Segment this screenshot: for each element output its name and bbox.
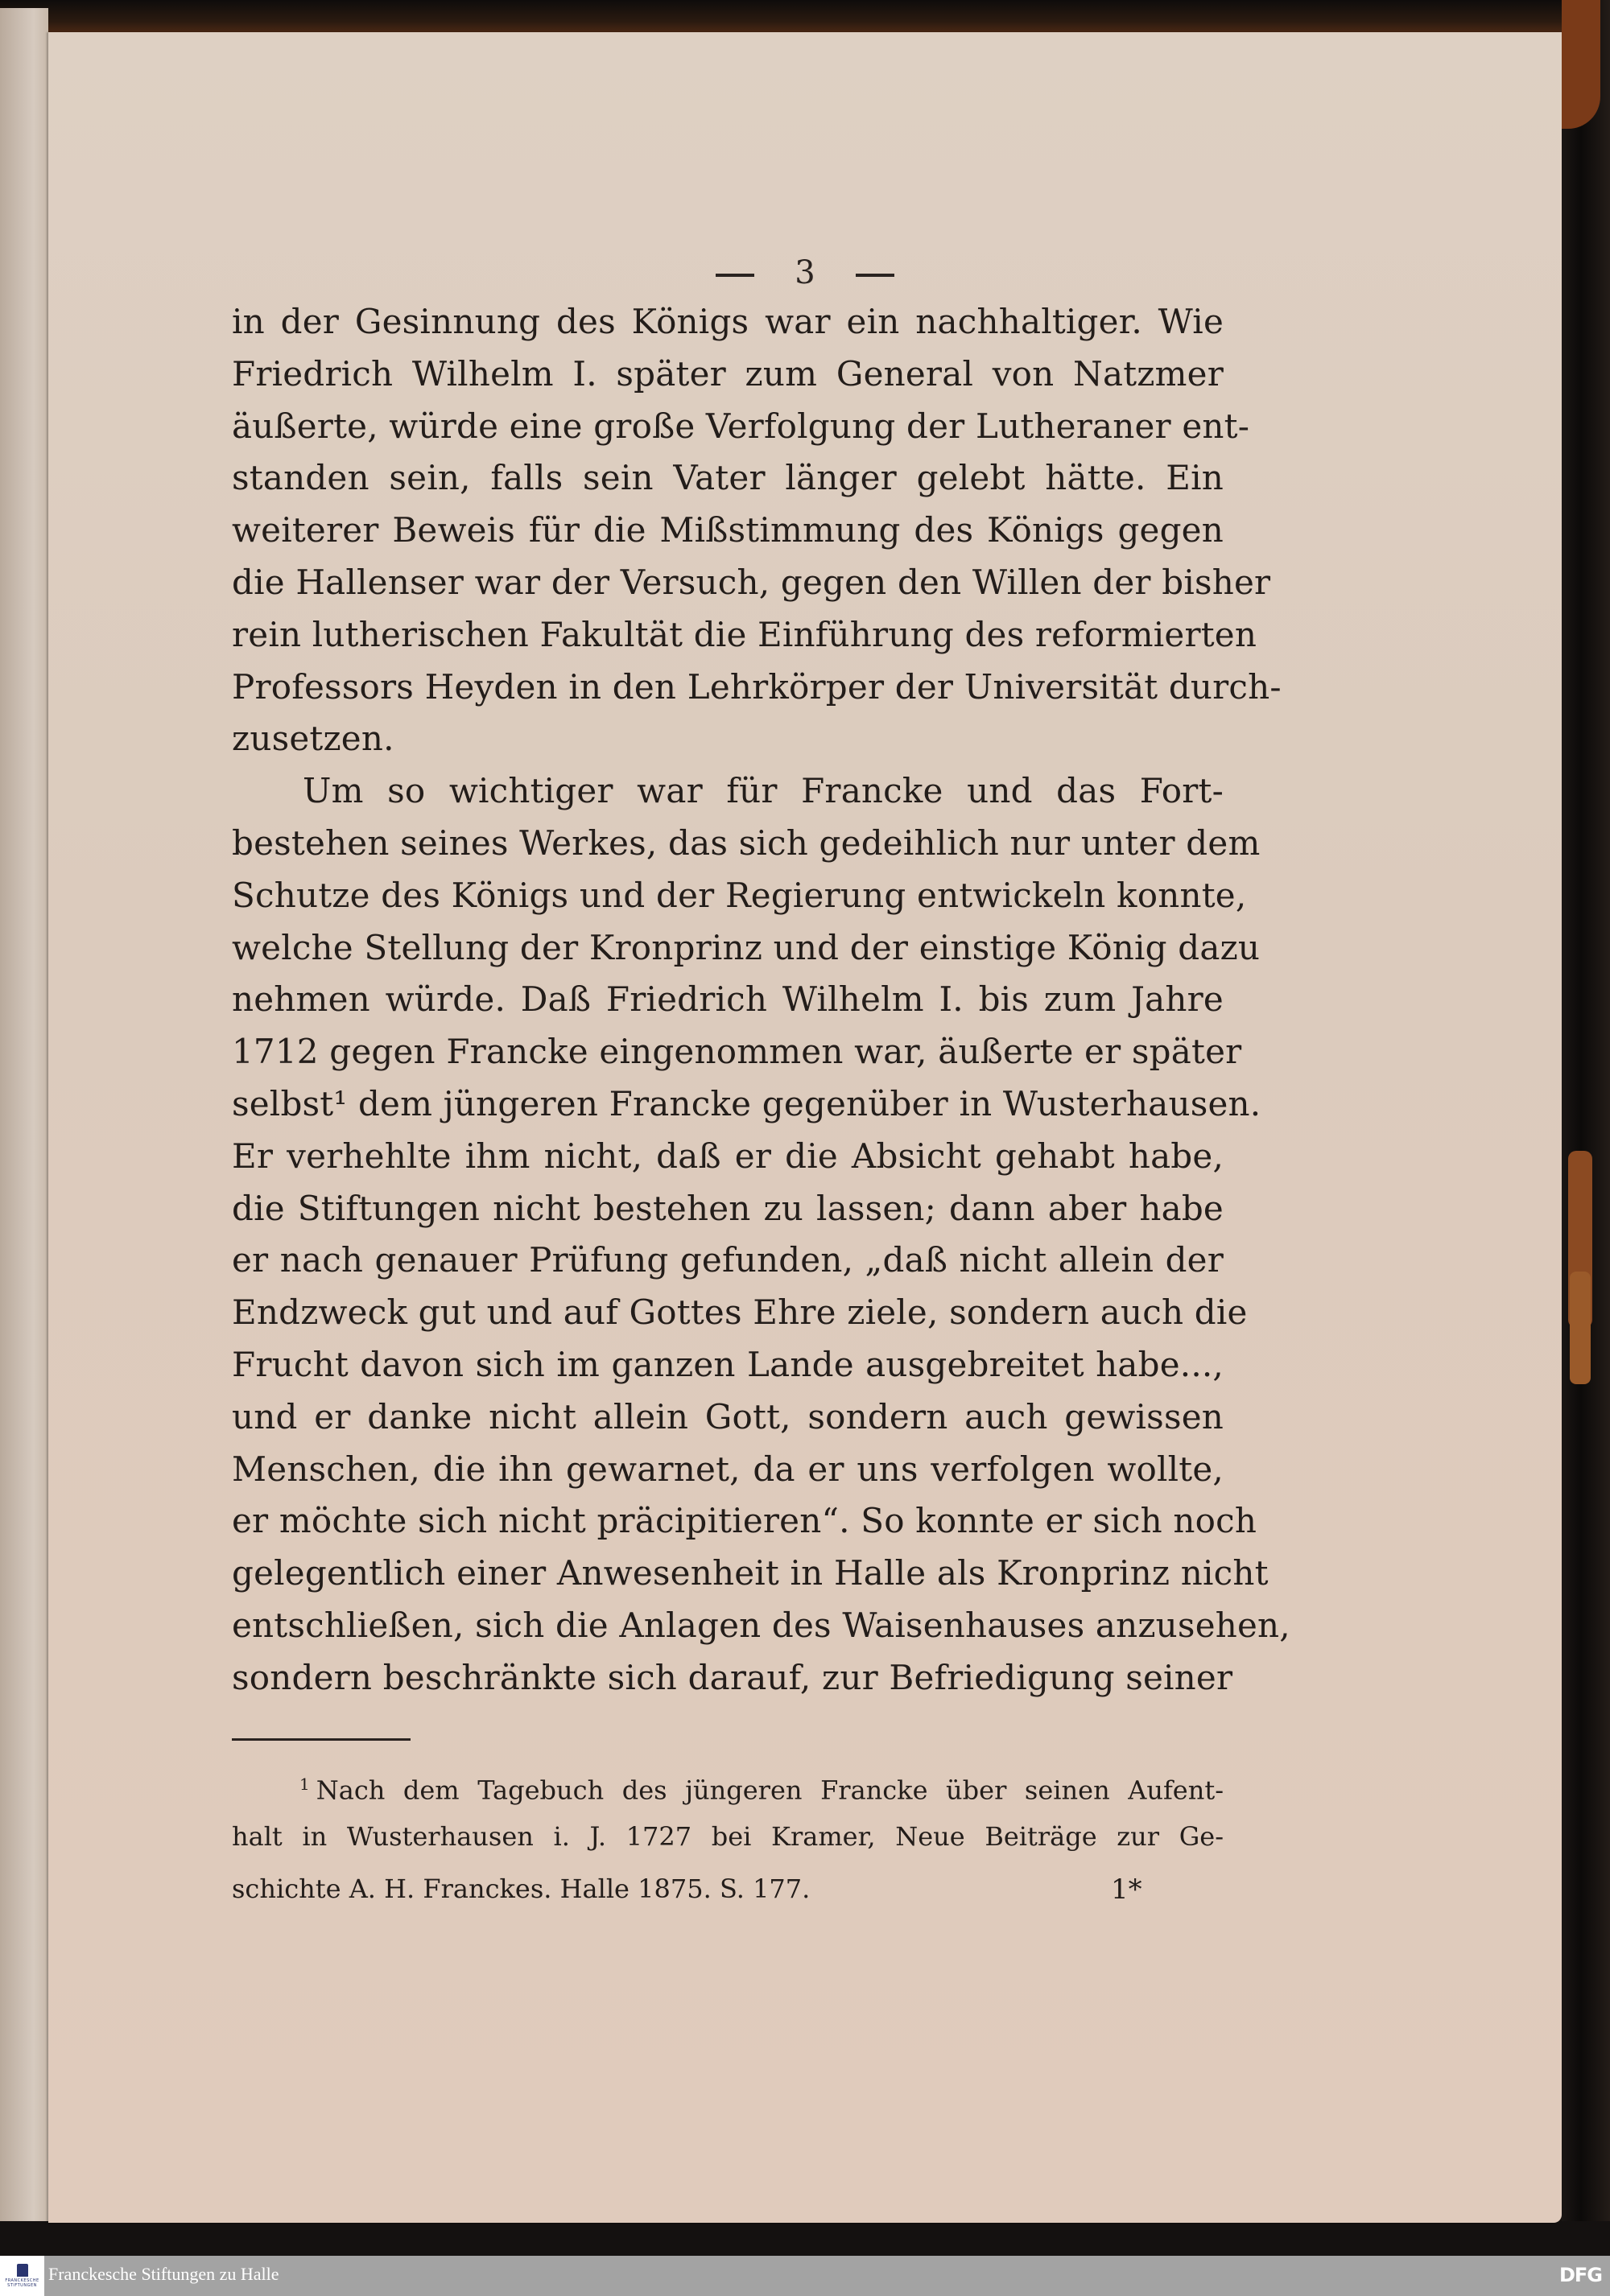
book-cover-right	[1562, 0, 1610, 2261]
text-line: selbst¹ dem jüngeren Francke gegenüber in Wusterhausen.	[232, 1083, 1261, 1123]
text-line: entschließen, sich die Anlagen des Waisenhauses anzusehen,	[232, 1605, 1290, 1645]
page-number: 3	[795, 254, 815, 291]
dfg-logo[interactable]: DFG	[1558, 2264, 1602, 2286]
page-number-header	[48, 254, 1562, 291]
footnote-rule	[232, 1738, 411, 1741]
text-line: Menschen, die ihn gewarnet, da er uns verfolgen wollte,	[232, 1449, 1224, 1489]
building-icon	[17, 2264, 28, 2277]
text-line: Frucht davon sich im ganzen Lande ausgebreitet habe...,	[232, 1344, 1224, 1384]
text-line: sondern beschränkte sich darauf, zur Befriedigung seiner	[232, 1657, 1233, 1697]
text-line: er nach genauer Prüfung gefunden, „daß nicht allein der	[232, 1240, 1224, 1280]
text-line: Er verhehlte ihm nicht, daß er die Absicht gehabt habe,	[232, 1136, 1224, 1176]
paragraph-1	[232, 296, 1282, 765]
leather-patch	[1570, 1272, 1591, 1384]
text-line: und er danke nicht allein Gott, sondern auch gewissen	[232, 1396, 1224, 1437]
text-line: bestehen seines Werkes, das sich gedeihlich nur unter dem	[232, 822, 1261, 863]
paragraph-2	[232, 765, 1290, 1704]
franckesche-stiftungen-logo[interactable]	[0, 2256, 44, 2296]
text-line: zusetzen.	[232, 719, 394, 759]
logo-text-line1: FRANCKESCHE	[5, 2278, 39, 2283]
dash-left	[716, 274, 754, 277]
text-line: er möchte sich nicht präcipitieren“. So konnte er sich noch	[232, 1501, 1257, 1541]
footnote-line: halt in Wusterhausen i. J. 1727 bei Kramer, Neue Beiträge zur Ge-	[232, 1820, 1224, 1852]
text-line: in der Gesinnung des Königs war ein nachhaltiger. Wie	[232, 302, 1224, 341]
text-line: gelegentlich einer Anwesenheit in Halle als Kronprinz nicht	[232, 1553, 1269, 1593]
footnote-line: schichte A. H. Franckes. Halle 1875. S. 177.	[232, 1873, 811, 1904]
text-line: weiterer Beweis für die Mißstimmung des Königs gegen	[232, 510, 1224, 550]
facing-page-edge	[0, 8, 48, 2237]
footnote-text: Nach dem Tagebuch des jüngeren Francke über seinen Aufent-	[316, 1775, 1224, 1806]
text-line: Um so wichtiger war für Francke und das Fort-	[303, 771, 1224, 811]
text-line: 1712 gegen Francke eingenommen war, äußerte er später	[232, 1032, 1242, 1072]
text-line: standen sein, falls sein Vater länger gelebt hätte. Ein	[232, 458, 1224, 498]
footnote-line	[232, 1764, 1224, 1816]
text-line: die Hallenser war der Versuch, gegen den Willen der bisher	[232, 562, 1271, 602]
signature-mark: 1*	[1111, 1873, 1142, 1906]
footnote	[232, 1764, 1224, 1920]
text-line: nehmen würde. Daß Friedrich Wilhelm I. bis zum Jahre	[232, 979, 1224, 1020]
text-line: Professors Heyden in den Lehrkörper der Universität durch-	[232, 666, 1282, 707]
text-line: Endzweck gut und auf Gottes Ehre ziele, sondern auch die	[232, 1292, 1248, 1333]
text-line: die Stiftungen nicht bestehen zu lassen; dann aber habe	[232, 1188, 1224, 1228]
text-line: Friedrich Wilhelm I. später zum General von Natzmer	[232, 353, 1224, 394]
text-line: Schutze des Königs und der Regierung entwickeln konnte,	[232, 875, 1247, 915]
text-line: rein lutherischen Fakultät die Einführung des reformierten	[232, 614, 1257, 654]
leather-corner	[1562, 0, 1600, 129]
institution-name: Franckesche Stiftungen zu Halle	[48, 2264, 279, 2284]
footer-bar	[0, 2256, 1610, 2296]
footnote-marker: 1	[299, 1775, 310, 1794]
text-line: äußerte, würde eine große Verfolgung der Lutheraner ent-	[232, 406, 1250, 446]
dash-right	[856, 274, 894, 277]
text-line: welche Stellung der Kronprinz und der einstige König dazu	[232, 927, 1261, 967]
body-text	[232, 296, 1290, 1704]
logo-text-line2: STIFTUNGEN	[7, 2283, 37, 2288]
